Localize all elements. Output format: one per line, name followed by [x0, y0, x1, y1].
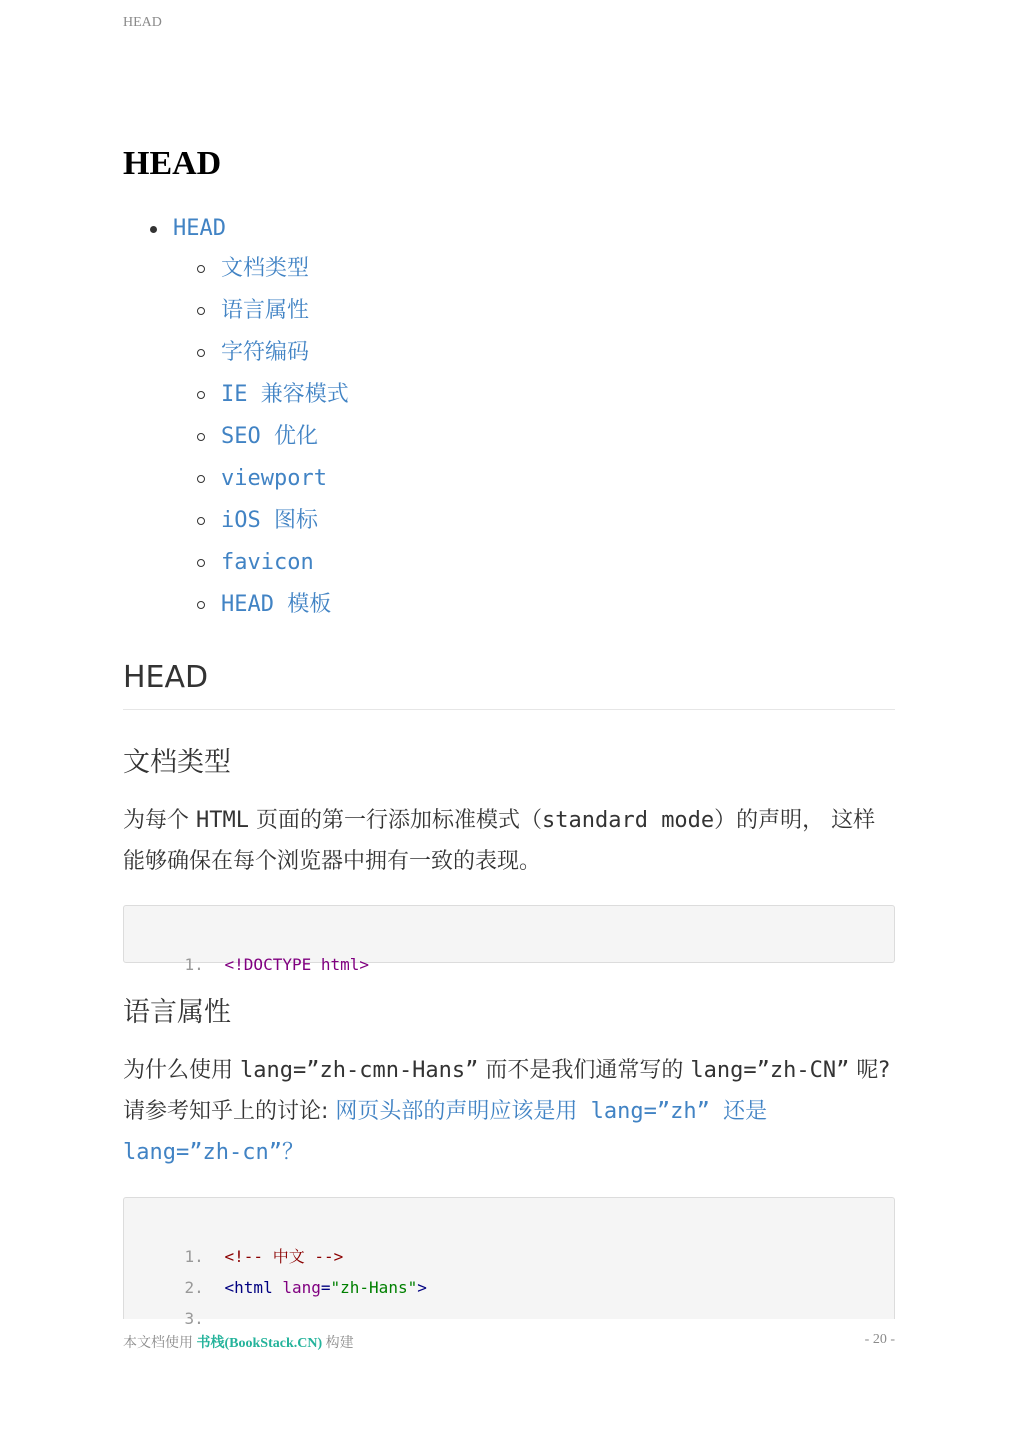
- paragraph-text: 呢? 请参考知乎上的讨论:: [123, 1058, 891, 1124]
- line-number: 3.: [184, 1309, 204, 1328]
- toc-item-head: [123, 210, 895, 248]
- toc-link-head-template[interactable]: HEAD 模板: [221, 592, 332, 617]
- code-comment: <!-- 中文 -->: [224, 1247, 344, 1266]
- paragraph-text: 而不是我们通常写的: [478, 1058, 691, 1083]
- page-title: HEAD: [123, 145, 222, 182]
- code-block-doctype: [123, 905, 895, 974]
- toc-link-ie-compat[interactable]: IE 兼容模式: [221, 382, 349, 407]
- inline-code: lang=”zh-CN”: [690, 1058, 850, 1083]
- code-text: <!DOCTYPE html>: [224, 955, 370, 974]
- toc-link-charset[interactable]: 字符编码: [221, 340, 310, 365]
- line-number: 1.: [184, 955, 204, 974]
- section-heading: HEAD: [123, 660, 895, 710]
- line-number: 1.: [184, 1247, 204, 1266]
- inline-code: HTML: [196, 808, 249, 833]
- toc-item: [123, 374, 895, 416]
- toc-item: [123, 248, 895, 290]
- code-line: [124, 1210, 894, 1266]
- table-of-contents: [123, 210, 895, 626]
- footer-credit: [123, 1332, 354, 1352]
- doctype-heading: 文档类型: [123, 747, 231, 778]
- paragraph-text: 为每个: [123, 808, 196, 833]
- toc-item: [123, 332, 895, 374]
- toc-link-favicon[interactable]: favicon: [221, 550, 314, 575]
- toc-item: [123, 290, 895, 332]
- lang-paragraph: [123, 1050, 895, 1173]
- toc-link-viewport[interactable]: viewport: [221, 466, 327, 491]
- code-block-lang: [123, 1197, 895, 1328]
- toc-link-seo[interactable]: SEO 优化: [221, 424, 318, 449]
- paragraph-text: 为什么使用: [123, 1058, 240, 1083]
- toc-link-head[interactable]: HEAD: [173, 216, 226, 241]
- toc-link-lang[interactable]: 语言属性: [221, 298, 310, 323]
- toc-item: [123, 542, 895, 584]
- toc-item: [123, 500, 895, 542]
- paragraph-text: ）的声明， 这样能够确保在每个浏览器中拥有一致的表现。: [123, 808, 876, 874]
- code-eq: =: [320, 1278, 331, 1297]
- footer-suffix: 构建: [322, 1336, 354, 1351]
- zhihu-discussion-link[interactable]: 网页头部的声明应该是用 lang=”zh” 还是 lang=”zh-cn”？: [123, 1099, 768, 1165]
- paragraph-text: 页面的第一行添加标准模式（: [248, 808, 542, 833]
- running-header: HEAD: [123, 15, 162, 30]
- toc-link-doctype[interactable]: 文档类型: [221, 256, 310, 281]
- footer-prefix: 本文档使用: [123, 1336, 197, 1351]
- line-number: 2.: [184, 1278, 204, 1297]
- code-string: "zh-Hans": [330, 1278, 418, 1297]
- page-number: - 20 -: [864, 1332, 895, 1347]
- toc-link-ios-icon[interactable]: iOS 图标: [221, 508, 318, 533]
- code-line: [124, 918, 894, 974]
- inline-code: lang=”zh-cmn-Hans”: [240, 1058, 479, 1083]
- doctype-paragraph: [123, 800, 895, 882]
- toc-item: [123, 416, 895, 458]
- lang-heading: 语言属性: [123, 997, 231, 1028]
- code-tag: >: [417, 1278, 427, 1297]
- code-tag: <html: [224, 1278, 273, 1297]
- bookstack-link[interactable]: 书栈(BookStack.CN): [196, 1336, 323, 1351]
- code-attr: lang: [282, 1278, 321, 1297]
- toc-item: [123, 584, 895, 626]
- inline-code: standard mode: [541, 808, 715, 833]
- toc-item: [123, 458, 895, 500]
